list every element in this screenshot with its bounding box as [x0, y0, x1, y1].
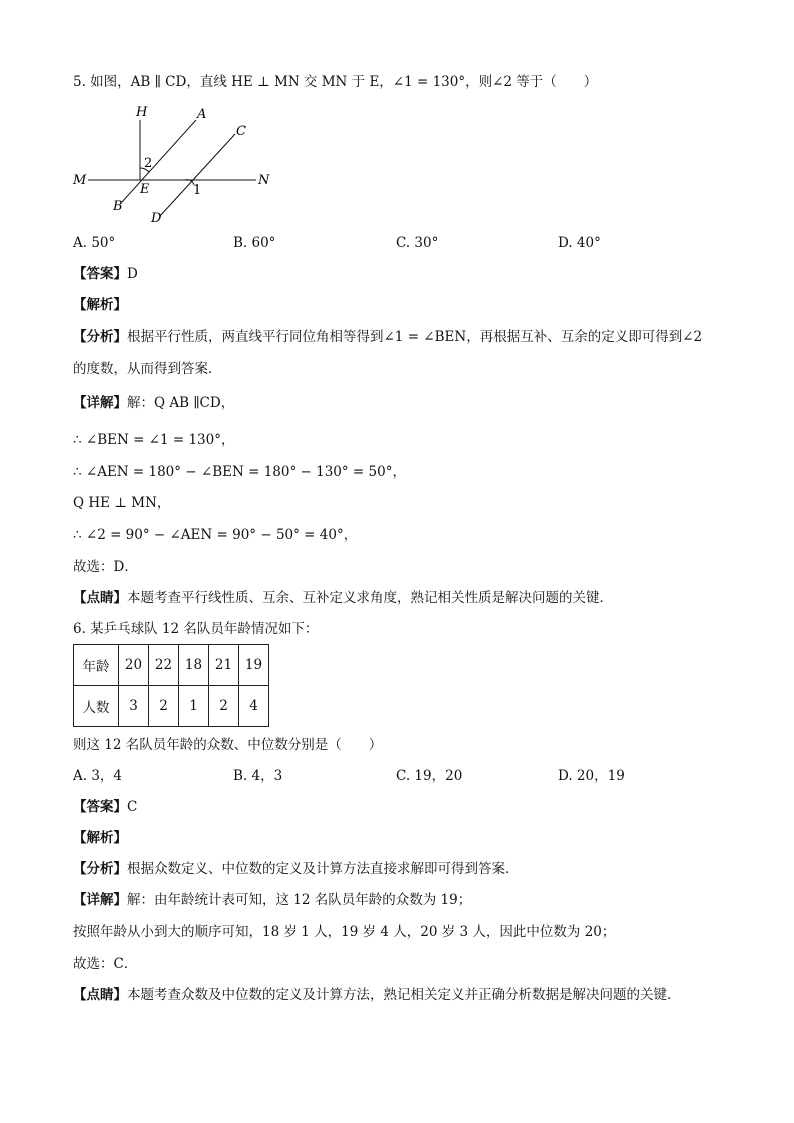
q5-remark-line [73, 589, 613, 607]
q6-analysis-text: 根据众数定义、中位数的定义及计算方法直接求解即可得到答案． [127, 861, 519, 877]
q6-option-d: D. 20，19 [558, 768, 625, 784]
q6-detail-tag: 【详解】 [73, 892, 127, 908]
table-cell: 22 [149, 645, 179, 686]
label-angle2: 2 [144, 156, 153, 171]
parallel-lines-figure [70, 102, 280, 227]
q5-analysis-tag: 【分析】 [73, 329, 127, 345]
q6-option-a: A. 3，4 [73, 768, 123, 784]
q5-analysis-line2: 的度数，从而得到答案． [73, 361, 222, 377]
table-cell: 2 [209, 686, 239, 727]
label-c: C [236, 124, 246, 139]
label-h: H [136, 105, 148, 120]
q5-step-4: ∴ ∠2 = 90° − ∠AEN = 90° − 50° = 40°， [73, 527, 358, 543]
q5-answer-tag: 【答案】 [73, 266, 127, 282]
q6-question: 则这 12 名队员年龄的众数、中位数分别是（ ） [73, 737, 383, 753]
q5-option-a: A. 50° [73, 235, 116, 251]
label-angle1: 1 [193, 183, 202, 198]
q5-analysis-text1: 根据平行性质，两直线平行同位角相等得到∠1 = ∠BEN，再根据互补、互余的定义即可得到∠2 [127, 329, 703, 345]
q5-detail-tag: 【详解】 [73, 395, 127, 411]
table-cell: 19 [239, 645, 269, 686]
q5-option-c: C. 30° [396, 235, 439, 251]
q5-step-1: ∴ ∠BEN = ∠1 = 130°， [73, 432, 235, 448]
q6-jiexi [73, 829, 127, 847]
q6-option-c: C. 19，20 [396, 768, 463, 784]
q6-answer-line [73, 798, 137, 816]
q5-jiexi-tag: 【解析】 [73, 297, 127, 313]
q5-analysis-line1 [73, 328, 702, 346]
table-cell: 1 [179, 686, 209, 727]
table-row-count [74, 686, 269, 727]
label-a: A [197, 107, 207, 122]
q5-answer-line [73, 265, 138, 283]
q5-remark-tag: 【点睛】 [73, 590, 127, 606]
q5-option-d: D. 40° [558, 235, 601, 251]
q5-option-b: B. 60° [233, 235, 276, 251]
q5-remark-text: 本题考查平行线性质、互余、互补定义求角度，熟记相关性质是解决问题的关键． [127, 590, 613, 606]
label-m: M [73, 173, 87, 188]
table-cell: 20 [119, 645, 149, 686]
q5-detail-text: 解：Q AB ∥CD， [127, 395, 235, 411]
q5-step-3: Q HE ⊥ MN， [73, 495, 171, 511]
label-b: B [113, 199, 123, 214]
table-cell: 2 [149, 686, 179, 727]
label-n: N [258, 173, 270, 188]
line-cd [160, 134, 235, 216]
q6-stem: 6. 某乒乓球队 12 名队员年龄情况如下： [73, 621, 319, 637]
q6-answer: C [127, 799, 138, 815]
q5-answer: D [127, 266, 138, 282]
table-cell: 21 [209, 645, 239, 686]
table-cell: 人数 [74, 686, 119, 727]
label-d: D [151, 211, 162, 226]
table-cell: 3 [119, 686, 149, 727]
q5-detail-line [73, 394, 234, 412]
q5-choose: 故选：D． [73, 559, 138, 575]
q6-detail-text: 解：由年龄统计表可知，这 12 名队员年龄的众数为 19； [127, 892, 472, 908]
line-ab [122, 120, 196, 202]
age-table [73, 644, 269, 727]
q5-step-2: ∴ ∠AEN = 180° − ∠BEN = 180° − 130° = 50°， [73, 464, 406, 480]
q6-analysis-line [73, 860, 519, 878]
table-row-age [74, 645, 269, 686]
q5-jiexi [73, 296, 127, 314]
table-cell: 4 [239, 686, 269, 727]
q6-remark-text: 本题考查众数及中位数的定义及计算方法，熟记相关定义并正确分析数据是解决问题的关键． [127, 987, 681, 1003]
q6-choose: 故选：C． [73, 956, 138, 972]
q6-answer-tag: 【答案】 [73, 799, 127, 815]
label-e: E [140, 182, 150, 197]
q5-stem: 5. 如图，AB ∥ CD，直线 HE ⊥ MN 交 MN 于 E，∠1 = 130°，则∠2 等于（ ） [73, 74, 598, 90]
q6-analysis-tag: 【分析】 [73, 861, 127, 877]
table-cell: 18 [179, 645, 209, 686]
q6-remark-tag: 【点睛】 [73, 987, 127, 1003]
q6-jiexi-tag: 【解析】 [73, 830, 127, 846]
q6-detail-line2: 按照年龄从小到大的顺序可知，18 岁 1 人，19 岁 4 人，20 岁 3 人，因此中位数为 20； [73, 924, 616, 940]
q6-remark-line [73, 986, 681, 1004]
q6-detail-line [73, 891, 471, 909]
table-cell: 年龄 [74, 645, 119, 686]
q6-option-b: B. 4，3 [233, 768, 283, 784]
